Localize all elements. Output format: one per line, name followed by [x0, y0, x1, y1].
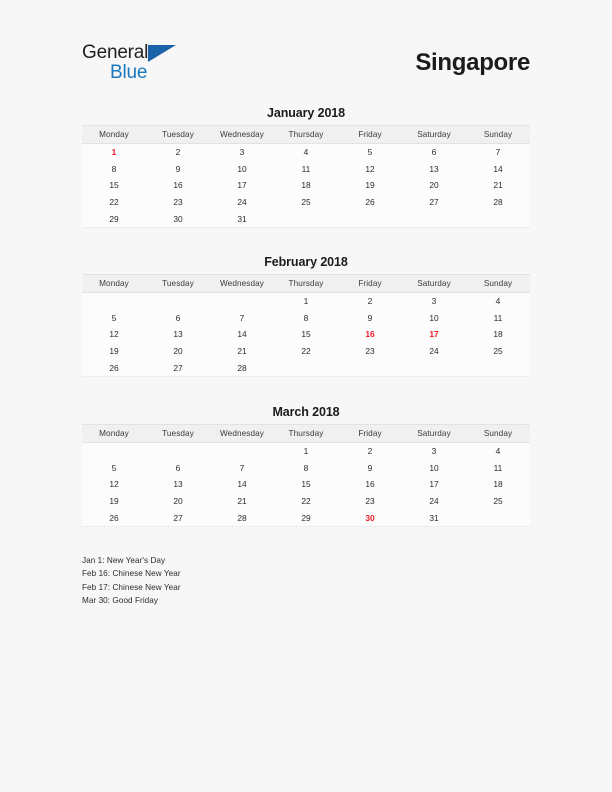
weekday-header-row [82, 126, 530, 144]
holiday-note: Jan 1: New Year's Day [82, 556, 166, 565]
weekday-header-saturday: Saturday [402, 126, 466, 144]
calendar-day-cell[interactable]: 29 [274, 509, 338, 526]
calendar-day-cell[interactable]: 12 [82, 326, 146, 343]
holiday-notes [82, 554, 382, 607]
calendar-day-cell[interactable]: 14 [210, 476, 274, 493]
calendar-week-row [82, 460, 530, 477]
calendar-header [82, 275, 530, 293]
calendar-table [82, 274, 530, 377]
calendar-day-cell[interactable]: 12 [338, 161, 402, 178]
weekday-header-monday: Monday [82, 275, 146, 293]
calendar-day-cell[interactable]: 26 [338, 194, 402, 211]
weekday-header-monday: Monday [82, 126, 146, 144]
calendar-day-cell[interactable]: 1 [274, 443, 338, 460]
calendar-day-cell[interactable]: 15 [274, 476, 338, 493]
month-block-march [82, 404, 530, 527]
weekday-header-thursday: Thursday [274, 275, 338, 293]
calendar-day-cell[interactable]: 6 [146, 460, 210, 477]
calendar-table [82, 424, 530, 527]
weekday-header-sunday: Sunday [466, 425, 530, 443]
calendar-day-cell[interactable]: 13 [146, 476, 210, 493]
calendar-day-cell[interactable]: 18 [274, 177, 338, 194]
calendar-week-row [82, 343, 530, 360]
calendar-day-cell[interactable]: 16 [146, 177, 210, 194]
calendar-day-cell[interactable]: 1 [274, 293, 338, 310]
calendar-week-row [82, 443, 530, 460]
calendar-day-cell[interactable]: 3 [402, 293, 466, 310]
calendar-day-cell[interactable]: 17 [402, 476, 466, 493]
calendar-day-cell[interactable]: 20 [146, 343, 210, 360]
calendar-day-cell[interactable]: 24 [210, 194, 274, 211]
month-title: January 2018 [266, 106, 346, 120]
weekday-header-saturday: Saturday [402, 275, 466, 293]
month-title: March 2018 [272, 405, 340, 419]
calendar-empty-cell [466, 210, 530, 227]
weekday-header-wednesday: Wednesday [210, 275, 274, 293]
calendar-empty-cell [274, 210, 338, 227]
calendar-day-cell[interactable]: 7 [466, 144, 530, 161]
calendar-day-cell[interactable]: 25 [466, 343, 530, 360]
calendar-body [82, 144, 530, 228]
calendar-day-cell[interactable]: 12 [82, 476, 146, 493]
weekday-header-tuesday: Tuesday [146, 275, 210, 293]
calendar-day-cell[interactable]: 20 [402, 177, 466, 194]
holiday-note: Feb 16: Chinese New Year [82, 569, 181, 579]
calendar-body [82, 293, 530, 377]
calendar-day-cell[interactable]: 11 [466, 460, 530, 477]
calendar-week-row [82, 210, 530, 227]
month-block-february [82, 254, 530, 377]
calendar-day-cell[interactable]: 4 [274, 144, 338, 161]
blue-triangle-icon [148, 45, 176, 62]
calendar-day-cell[interactable]: 28 [466, 194, 530, 211]
calendar-day-cell[interactable]: 7 [210, 310, 274, 327]
weekday-header-sunday: Sunday [466, 275, 530, 293]
holiday-note: Mar 30: Good Friday [82, 595, 159, 605]
weekday-header-friday: Friday [338, 126, 402, 144]
calendar-day-cell[interactable]: 31 [402, 509, 466, 526]
general-blue-logo[interactable] [82, 42, 197, 90]
weekday-header-row [82, 425, 530, 443]
calendar-empty-cell [466, 359, 530, 376]
calendar-day-cell[interactable]: 21 [466, 177, 530, 194]
calendar-week-row [82, 310, 530, 327]
calendar-empty-cell [338, 210, 402, 227]
holiday-note: Feb 17: Chinese New Year [82, 582, 181, 592]
calendar-day-cell[interactable]: 22 [82, 194, 146, 211]
calendar-empty-cell [210, 443, 274, 460]
calendar-day-cell[interactable]: 29 [82, 210, 146, 227]
calendar-day-cell[interactable]: 24 [402, 493, 466, 510]
calendar-week-row [82, 326, 530, 343]
calendar-day-cell[interactable]: 14 [466, 161, 530, 178]
calendar-day-cell[interactable]: 8 [274, 460, 338, 477]
calendar-day-cell[interactable]: 9 [338, 460, 402, 477]
calendar-empty-cell [210, 293, 274, 310]
weekday-header-monday: Monday [82, 425, 146, 443]
logo-word-general: General [82, 42, 149, 63]
calendar-empty-cell [82, 293, 146, 310]
calendar-header [82, 126, 530, 144]
calendar-body [82, 443, 530, 527]
page-title: Singapore [415, 49, 530, 76]
calendar-week-row [82, 161, 530, 178]
weekday-header-thursday: Thursday [274, 425, 338, 443]
calendar-day-cell[interactable]: 3 [210, 144, 274, 161]
calendar-header [82, 425, 530, 443]
calendar-day-cell[interactable]: 21 [210, 493, 274, 510]
calendar-week-row [82, 359, 530, 376]
calendar-week-row [82, 493, 530, 510]
calendar-day-cell[interactable]: 20 [146, 493, 210, 510]
calendar-day-cell[interactable]: 15 [82, 177, 146, 194]
calendar-day-cell[interactable]: 15 [274, 326, 338, 343]
calendar-day-cell[interactable]: 2 [338, 293, 402, 310]
calendar-day-cell[interactable]: 5 [338, 144, 402, 161]
calendar-empty-cell [274, 359, 338, 376]
weekday-header-wednesday: Wednesday [210, 425, 274, 443]
calendar-day-cell[interactable]: 13 [402, 161, 466, 178]
weekday-header-friday: Friday [338, 425, 402, 443]
month-block-january [82, 105, 530, 228]
weekday-header-row [82, 275, 530, 293]
calendar-day-cell[interactable]: 28 [210, 509, 274, 526]
calendar-day-cell[interactable]: 5 [82, 310, 146, 327]
page-header [82, 42, 530, 94]
calendar-day-cell[interactable]: 17 [402, 326, 466, 343]
calendar-day-cell[interactable]: 30 [146, 210, 210, 227]
calendar-day-cell[interactable]: 7 [210, 460, 274, 477]
calendar-day-cell[interactable]: 26 [82, 509, 146, 526]
weekday-header-tuesday: Tuesday [146, 425, 210, 443]
weekday-header-wednesday: Wednesday [210, 126, 274, 144]
calendar-day-cell[interactable]: 1 [82, 144, 146, 161]
calendar-week-row [82, 509, 530, 526]
calendar-day-cell[interactable]: 21 [210, 343, 274, 360]
calendar-day-cell[interactable]: 23 [338, 493, 402, 510]
calendar-day-cell[interactable]: 9 [338, 310, 402, 327]
calendar-day-cell[interactable]: 30 [338, 509, 402, 526]
calendar-empty-cell [82, 443, 146, 460]
calendar-day-cell[interactable]: 23 [146, 194, 210, 211]
month-title: February 2018 [264, 255, 348, 269]
calendar-day-cell[interactable]: 16 [338, 476, 402, 493]
calendar-day-cell[interactable]: 3 [402, 443, 466, 460]
logo-word-blue: Blue [110, 62, 148, 83]
calendar-day-cell[interactable]: 6 [402, 144, 466, 161]
weekday-header-sunday: Sunday [466, 126, 530, 144]
calendar-day-cell[interactable]: 19 [338, 177, 402, 194]
calendar-day-cell[interactable]: 10 [402, 460, 466, 477]
calendar-day-cell[interactable]: 27 [402, 194, 466, 211]
calendar-week-row [82, 293, 530, 310]
weekday-header-tuesday: Tuesday [146, 126, 210, 144]
calendar-table [82, 125, 530, 228]
calendar-day-cell[interactable]: 18 [466, 476, 530, 493]
calendar-day-cell[interactable]: 4 [466, 293, 530, 310]
calendar-day-cell[interactable]: 4 [466, 443, 530, 460]
calendar-week-row [82, 194, 530, 211]
calendar-day-cell[interactable]: 8 [274, 310, 338, 327]
calendar-day-cell[interactable]: 16 [338, 326, 402, 343]
calendar-empty-cell [402, 210, 466, 227]
calendar-empty-cell [146, 443, 210, 460]
calendar-day-cell[interactable]: 11 [466, 310, 530, 327]
calendar-day-cell[interactable]: 27 [146, 509, 210, 526]
calendar-day-cell[interactable]: 27 [146, 359, 210, 376]
calendar-day-cell[interactable]: 10 [210, 161, 274, 178]
calendar-day-cell[interactable]: 9 [146, 161, 210, 178]
calendar-day-cell[interactable]: 17 [210, 177, 274, 194]
calendar-day-cell[interactable]: 14 [210, 326, 274, 343]
calendar-day-cell[interactable]: 22 [274, 493, 338, 510]
calendar-day-cell[interactable]: 13 [146, 326, 210, 343]
calendar-day-cell[interactable]: 11 [274, 161, 338, 178]
calendar-day-cell[interactable]: 19 [82, 493, 146, 510]
calendar-day-cell[interactable]: 31 [210, 210, 274, 227]
calendar-week-row [82, 177, 530, 194]
calendar-day-cell[interactable]: 2 [146, 144, 210, 161]
calendar-day-cell[interactable]: 10 [402, 310, 466, 327]
calendar-day-cell[interactable]: 28 [210, 359, 274, 376]
calendar-day-cell[interactable]: 6 [146, 310, 210, 327]
calendar-empty-cell [146, 293, 210, 310]
weekday-header-saturday: Saturday [402, 425, 466, 443]
calendar-empty-cell [338, 359, 402, 376]
calendar-day-cell[interactable]: 25 [274, 194, 338, 211]
calendar-day-cell[interactable]: 26 [82, 359, 146, 376]
calendar-day-cell[interactable]: 8 [82, 161, 146, 178]
calendar-day-cell[interactable]: 19 [82, 343, 146, 360]
calendar-empty-cell [466, 509, 530, 526]
calendar-day-cell[interactable]: 24 [402, 343, 466, 360]
calendar-day-cell[interactable]: 23 [338, 343, 402, 360]
calendar-day-cell[interactable]: 2 [338, 443, 402, 460]
calendar-week-row [82, 144, 530, 161]
calendar-day-cell[interactable]: 22 [274, 343, 338, 360]
weekday-header-friday: Friday [338, 275, 402, 293]
weekday-header-thursday: Thursday [274, 126, 338, 144]
calendar-day-cell[interactable]: 25 [466, 493, 530, 510]
calendar-week-row [82, 476, 530, 493]
calendar-day-cell[interactable]: 18 [466, 326, 530, 343]
calendar-empty-cell [402, 359, 466, 376]
calendar-day-cell[interactable]: 5 [82, 460, 146, 477]
